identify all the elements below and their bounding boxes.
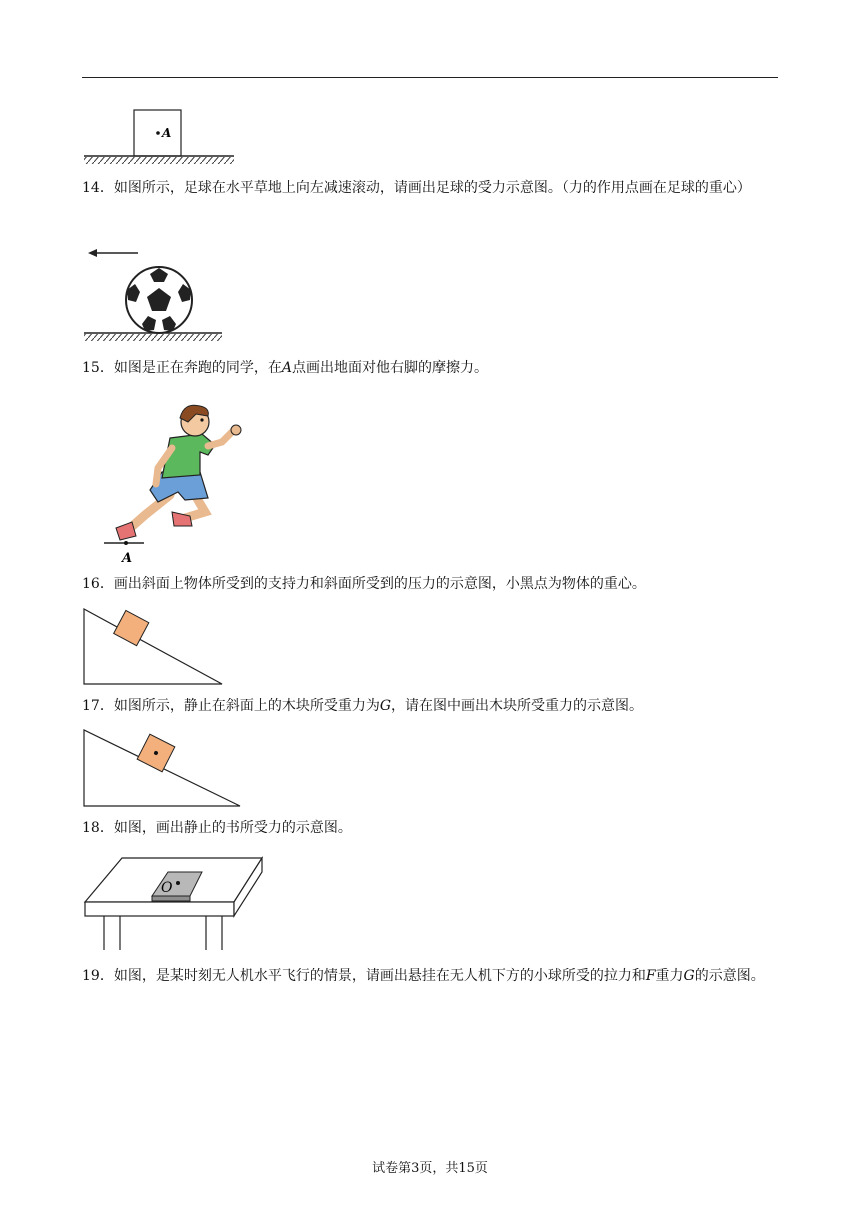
question-17: 17．如图所示，静止在斜面上的木块所受重力为G，请在图中画出木块所受重力的示意图。 [82,698,644,714]
header-rule [82,77,778,78]
soccer-ball-figure [82,240,232,344]
block-point-label: A [162,126,172,140]
question-18: 18．如图，画出静止的书所受力的示意图。 [82,820,352,836]
question-15: 15．如图是正在奔跑的同学，在A点画出地面对他右脚的摩擦力。 [82,360,488,376]
foot-point-label: A [122,551,133,566]
incline-block-figure-17 [82,727,244,809]
page-footer: 试卷第3页，共15页 [372,1161,488,1176]
block-on-ground-figure [82,106,238,166]
running-student-figure [100,400,260,566]
incline-block-figure-16 [82,603,227,687]
soccer-ball-icon [126,267,192,333]
book-point-label: O [161,880,173,896]
question-19: 19．如图，是某时刻无人机水平飞行的情景，请画出悬挂在无人机下方的小球所受的拉力和F重力G的示意图。 [82,968,765,984]
book-on-table-figure [82,854,266,952]
question-14: 14．如图所示，足球在水平草地上向左减速滚动，请画出足球的受力示意图。（力的作用点画在足球的重心） [82,180,751,196]
question-16: 16．画出斜面上物体所受到的支持力和斜面所受到的压力的示意图，小黑点为物体的重心。 [82,576,646,592]
